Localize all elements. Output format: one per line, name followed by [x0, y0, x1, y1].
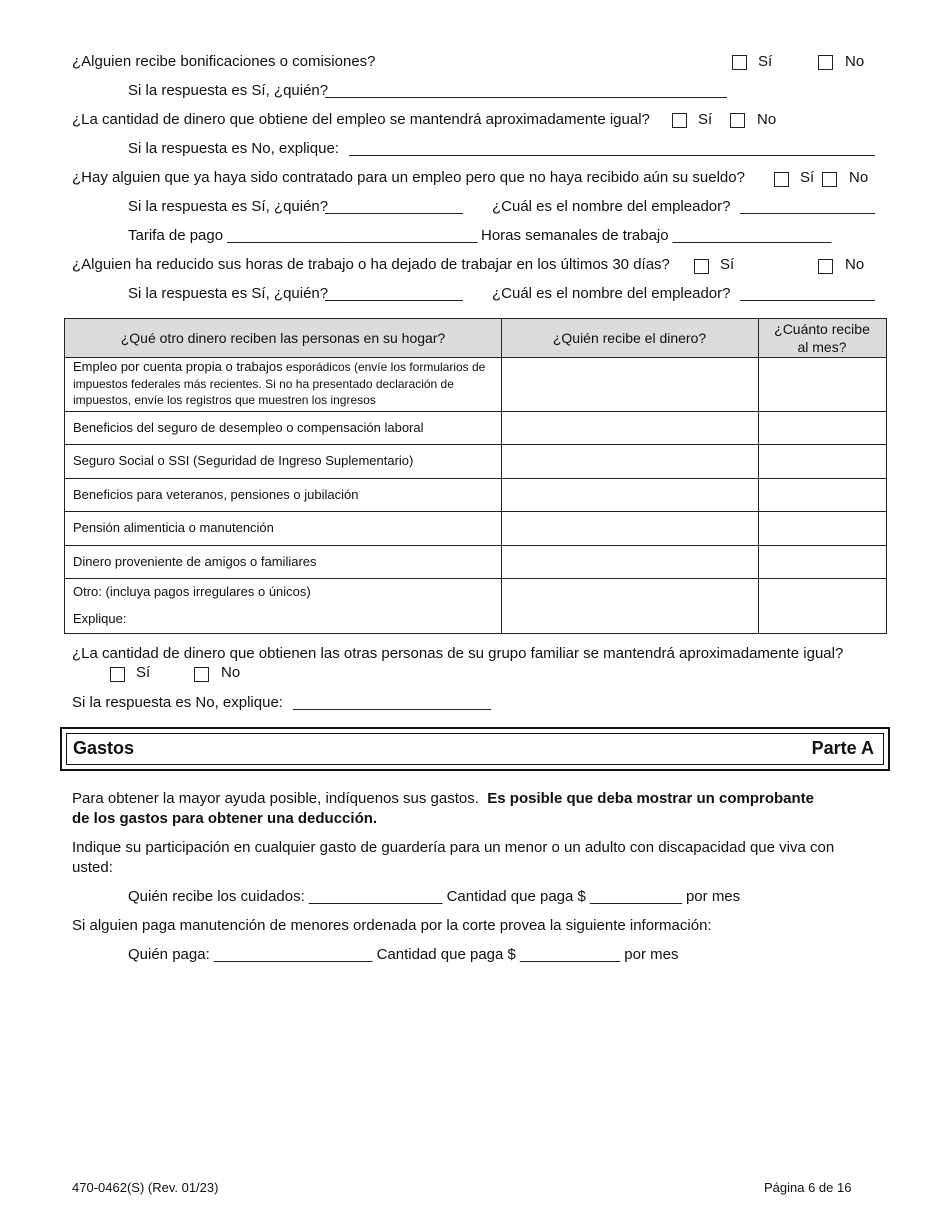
row-self-employment [73, 359, 493, 409]
bonuses-yes-checkbox[interactable] [732, 55, 747, 70]
form-number: 470-0462(S) (Rev. 01/23) [72, 1180, 219, 1195]
child-support-question: Si alguien paga manutención de menores ordenada por la corte provea la siguiente información: [72, 917, 712, 934]
bonuses-who-label: Si la respuesta es Sí, ¿quién? [128, 82, 329, 99]
row-self-employment-who[interactable] [502, 358, 758, 411]
bonuses-yes-label: Sí [758, 53, 773, 70]
hired-question: ¿Hay alguien que ya haya sido contratado para un empleo pero que no haya recibido aún su sueldo? [72, 169, 745, 186]
income-same-no-label: No [757, 111, 777, 128]
row-self-employment-note: esporádicos (envíe los formularios de impuestos federales más recientes. Si no ha presentado declaración de impuestos, envíe los registros que muestren los ingresos [73, 360, 486, 407]
childcare-question-1: Indique su participación en cualquier gasto de guardería para un menor o un adulto con discapacidad que viva con [72, 839, 835, 856]
bonuses-who-field[interactable] [325, 97, 727, 98]
hired-employer-label: ¿Cuál es el nombre del empleador? [492, 198, 731, 215]
income-same-yes-checkbox[interactable] [672, 113, 687, 128]
row-veterans-who[interactable] [502, 479, 758, 511]
expenses-intro-plain: Para obtener la mayor ayuda posible, indíquenos sus gastos. [72, 790, 479, 807]
hired-yes-label: Sí [800, 169, 815, 186]
other-income-yes-label: Sí [136, 664, 151, 681]
row-social-security-who[interactable] [502, 445, 758, 478]
hired-employer-field[interactable] [740, 213, 875, 214]
row-social-security: Seguro Social o SSI (Seguridad de Ingreso Suplementario) [73, 453, 414, 468]
income-same-question: ¿La cantidad de dinero que obtiene del empleo se mantendrá aproximadamente igual? [72, 111, 650, 128]
expenses-intro-bold-1: Es posible que deba mostrar un comprobante [487, 790, 814, 807]
other-income-explain-label: Si la respuesta es No, explique: [72, 694, 283, 711]
row-social-security-amount[interactable] [759, 445, 886, 478]
reduced-no-label: No [845, 256, 865, 273]
reduced-yes-checkbox[interactable] [694, 259, 709, 274]
hired-yes-checkbox[interactable] [774, 172, 789, 187]
row-other-who[interactable] [502, 579, 758, 633]
hired-no-checkbox[interactable] [822, 172, 837, 187]
header-amount-monthly: ¿Cuánto recibe al mes? [774, 321, 870, 355]
row-unemployment: Beneficios del seguro de desempleo o compensación laboral [73, 420, 424, 435]
section-title: Gastos [73, 738, 135, 758]
section-header-inner [66, 733, 884, 765]
income-same-explain-label: Si la respuesta es No, explique: [128, 140, 339, 157]
row-unemployment-who[interactable] [502, 412, 758, 444]
bonuses-question: ¿Alguien recibe bonificaciones o comisiones? [72, 53, 376, 70]
bonuses-no-label: No [845, 53, 865, 70]
row-friends-family-who[interactable] [502, 546, 758, 578]
reduced-employer-label: ¿Cuál es el nombre del empleador? [492, 285, 731, 302]
row-alimony: Pensión alimenticia o manutención [73, 520, 274, 535]
expenses-intro-line1 [72, 790, 814, 807]
childcare-fields[interactable]: Quién recibe los cuidados: ________________ Cantidad que paga $ ___________ por mes [128, 888, 741, 905]
row-alimony-amount[interactable] [759, 512, 886, 545]
header-income-type: ¿Qué otro dinero reciben las personas en su hogar? [120, 330, 446, 346]
row-self-employment-main: Empleo por cuenta propia o trabajos [73, 359, 283, 374]
other-income-question: ¿La cantidad de dinero que obtienen las otras personas de su grupo familiar se mantendrá aproximadamente igual? [72, 645, 844, 662]
row-friends-family: Dinero proveniente de amigos o familiares [73, 554, 317, 569]
reduced-who-field[interactable] [325, 300, 463, 301]
row-other: Otro: (incluya pagos irregulares o únicos) [73, 584, 311, 599]
other-income-no-label: No [221, 664, 241, 681]
page-number: Página 6 de 16 [764, 1180, 852, 1195]
hired-who-field[interactable] [325, 213, 463, 214]
hired-no-label: No [849, 169, 869, 186]
row-other-amount[interactable] [759, 579, 886, 633]
row-alimony-who[interactable] [502, 512, 758, 545]
row-veterans: Beneficios para veteranos, pensiones o jubilación [73, 487, 359, 502]
expenses-intro-bold-2: de los gastos para obtener una deducción. [72, 810, 378, 827]
hired-pay-rate[interactable]: Tarifa de pago ______________________________ [128, 227, 478, 244]
reduced-yes-label: Sí [720, 256, 735, 273]
row-friends-family-amount[interactable] [759, 546, 886, 578]
income-table [64, 318, 887, 634]
row-self-employment-amount[interactable] [759, 358, 886, 411]
other-income-no-checkbox[interactable] [194, 667, 209, 682]
income-same-yes-label: Sí [698, 111, 713, 128]
reduced-who-label: Si la respuesta es Sí, ¿quién? [128, 285, 329, 302]
reduced-no-checkbox[interactable] [818, 259, 833, 274]
child-support-fields[interactable]: Quién paga: ___________________ Cantidad que paga $ ____________ por mes [128, 946, 679, 963]
income-same-no-checkbox[interactable] [730, 113, 745, 128]
hired-who-label: Si la respuesta es Sí, ¿quién? [128, 198, 329, 215]
section-part: Parte A [811, 738, 874, 758]
row-veterans-amount[interactable] [759, 479, 886, 511]
other-income-explain-field[interactable] [293, 709, 491, 710]
income-same-explain-field[interactable] [349, 155, 875, 156]
row-unemployment-amount[interactable] [759, 412, 886, 444]
reduced-question: ¿Alguien ha reducido sus horas de trabajo o ha dejado de trabajar en los últimos 30 días? [72, 256, 670, 273]
header-who-receives: ¿Quién recibe el dinero? [552, 330, 707, 346]
hired-weekly-hours[interactable]: Horas semanales de trabajo ___________________ [481, 227, 832, 244]
expenses-intro-line2 [72, 810, 377, 827]
bonuses-no-checkbox[interactable] [818, 55, 833, 70]
childcare-question-2: usted: [72, 859, 113, 876]
other-income-yes-checkbox[interactable] [110, 667, 125, 682]
reduced-employer-field[interactable] [740, 300, 875, 301]
row-other-explain: Explique: [73, 611, 127, 626]
